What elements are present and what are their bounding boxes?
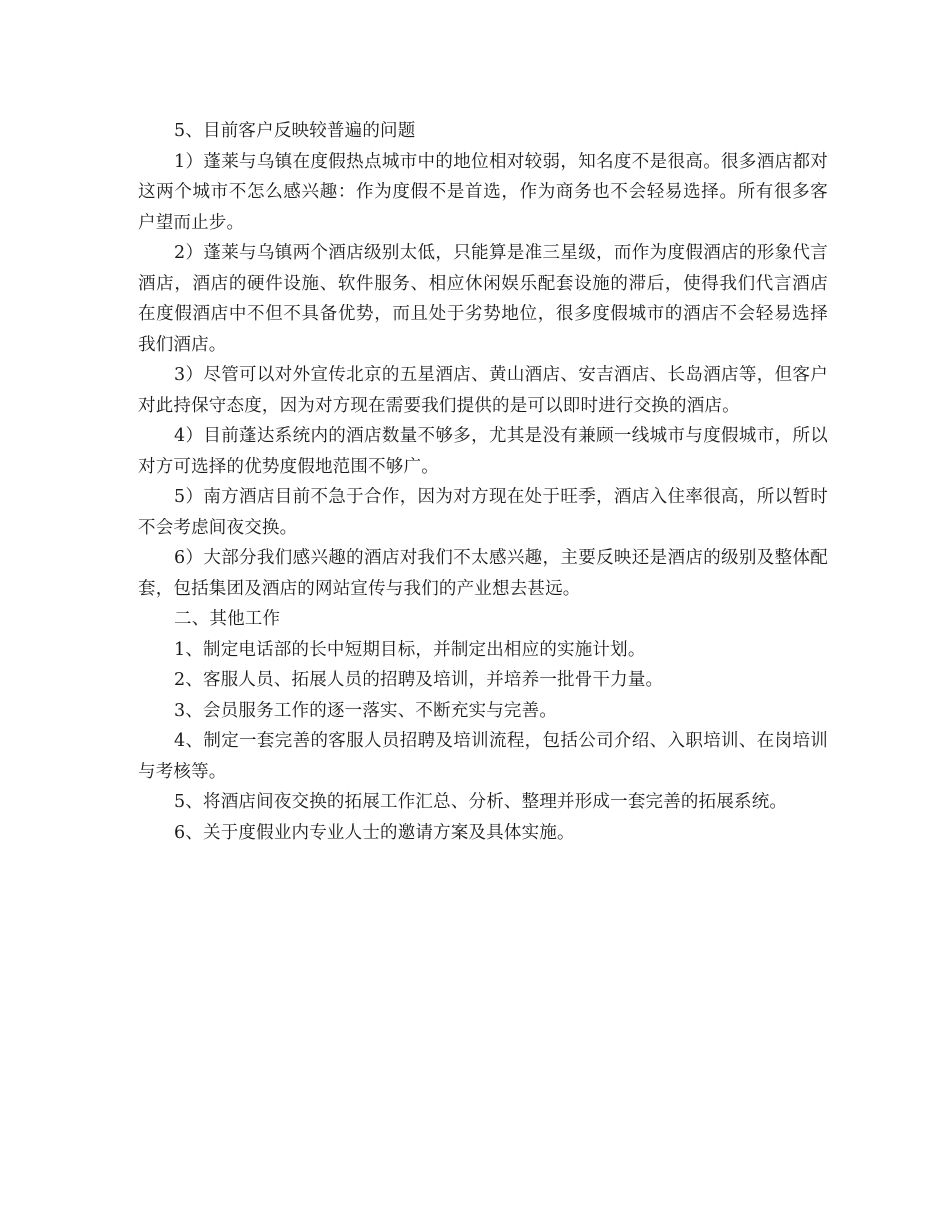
paragraph-work-6: 6、关于度假业内专业人士的邀请方案及具体实施。: [174, 822, 575, 843]
paragraph-work-5: 5、将酒店间夜交换的拓展工作汇总、分析、整理并形成一套完善的拓展系统。: [174, 792, 788, 812]
paragraph-problem-3: 3）尽管可以对外宣传北京的五星酒店、黄山酒店、安吉酒店、长岛酒店等，但客户对此持保守态度，因为对方现在需要我们提供的是可以即时进行交换的酒店。: [138, 365, 828, 416]
section-heading-other-work: 二、其他工作: [174, 609, 281, 629]
paragraph-work-4: 4、制定一套完善的客服人员招聘及培训流程，包括公司介绍、入职培训、在岗培训与考核等。: [138, 731, 828, 782]
paragraph-problem-1: 1）蓬莱与乌镇在度假热点城市中的地位相对较弱，知名度不是很高。很多酒店都对这两个城市不怎么感兴趣：作为度假不是首选，作为商务也不会轻易选择。所有很多客户望而止步。: [138, 151, 828, 233]
document-body: [138, 116, 828, 848]
paragraph-problem-4: 4）目前蓬达系统内的酒店数量不够多，尤其是没有兼顾一线城市与度假城市，所以对方可选择的优势度假地范围不够广。: [138, 426, 828, 477]
paragraph-problem-5: 5）南方酒店目前不急于合作，因为对方现在处于旺季，酒店入住率很高，所以暂时不会考虑间夜交换。: [138, 487, 828, 538]
paragraph-work-3: 3、会员服务工作的逐一落实、不断充实与完善。: [174, 700, 558, 721]
paragraph-problems-heading: 5、目前客户反映较普遍的问题: [174, 121, 416, 141]
paragraph-problem-2: 2）蓬莱与乌镇两个酒店级别太低，只能算是准三星级，而作为度假酒店的形象代言酒店，酒店的硬件设施、软件服务、相应休闲娱乐配套设施的滞后，使得我们代言酒店在度假酒店中不但不具备优势，而且处于劣势地位，很多度假城市的酒店不会轻易选择我们酒店。: [138, 243, 828, 355]
paragraph-work-2: 2、客服人员、拓展人员的招聘及培训，并培养一批骨干力量。: [174, 670, 664, 690]
paragraph-work-1: 1、制定电话部的长中短期目标，并制定出相应的实施计划。: [174, 639, 646, 660]
paragraph-problem-6: 6）大部分我们感兴趣的酒店对我们不太感兴趣，主要反映还是酒店的级别及整体配套，包括集团及酒店的网站宣传与我们的产业想去甚远。: [138, 548, 828, 599]
